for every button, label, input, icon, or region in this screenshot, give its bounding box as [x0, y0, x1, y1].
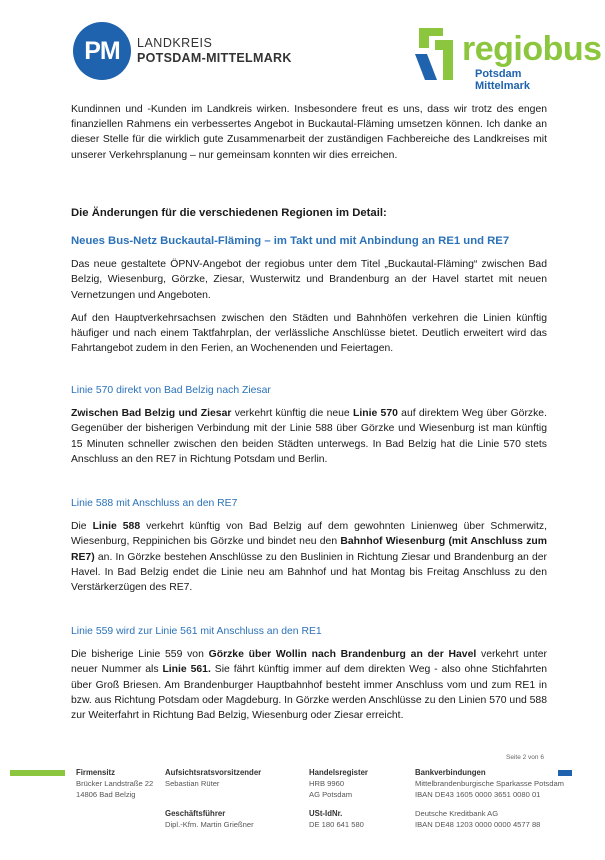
line-559-bold-1: Görzke über Wollin nach Brandenburg an der Havel [208, 649, 477, 661]
footer-ust-value: DE 180 641 580 [309, 819, 364, 829]
footer-geschaeftsfuehrer [165, 809, 254, 831]
net-section [71, 234, 547, 356]
intro-paragraph-block [71, 102, 547, 163]
line-559-bold-2: Linie 561. [162, 664, 211, 676]
footer-gf-name: Dipl.-Kfm. Martin Grießner [165, 819, 254, 829]
footer-firmensitz-line1: Brücker Landstraße 22 [76, 778, 154, 788]
footer-ust-label: USt-IdNr. [309, 809, 343, 818]
net-paragraph-1: Das neue gestaltete ÖPNV-Angebot der regiobus unter dem Titel „Buckautal-Fläming“ zwischen Bad Belzig, Wiesenburg, Görzke, Ziesar, Wusterwitz und Brandenburg an der Havel startet mit neuen Vernetzungen und Angeboten. [71, 259, 547, 301]
section-heading: Die Änderungen für die verschiedenen Regionen im Detail: [71, 207, 387, 219]
footer-hr-line1: HRB 9960 [309, 778, 345, 788]
net-heading: Neues Bus-Netz Buckautal-Fläming – im Takt und mit Anbindung an RE1 und RE7 [71, 235, 510, 247]
line-570-text-2: auf direktem Weg über Görzke. Gegenüber der bisherigen Verbindung mit der Linie 588 über Görzke und Wiesenburg ist man künftig 15 Minuten schneller zwischen den beiden Städten unterwegs. In Bad Belzig hat die Linie 570 stets Anschluss an den RE7 in Richtung Potsdam und Berlin. [71, 408, 547, 465]
line-570-heading: Linie 570 direkt von Bad Belzig nach Ziesar [71, 385, 271, 396]
footer-aufsichtsrat-label: Aufsichtsratsvorsitzender [165, 768, 262, 777]
line-588-paragraph [71, 519, 547, 595]
line-588-bold-2: Bahnhof Wiesenburg (mit Anschluss zum RE7) [71, 536, 547, 563]
line-559-paragraph [71, 647, 547, 723]
footer-hr-line2: AG Potsdam [309, 789, 353, 799]
line-570-bold-1: Zwischen Bad Belzig und Ziesar [71, 408, 232, 420]
line-559-section [71, 624, 547, 723]
line-559-text-1: verkehrt unter neuer Nummer als [71, 649, 547, 676]
footer-firmensitz [76, 768, 153, 800]
pm-logo-line2: POTSDAM-MITTELMARK [137, 51, 292, 65]
section-heading-block [71, 206, 547, 221]
footer-aufsichtsrat-name: Sebastian Rüter [165, 778, 220, 788]
footer-handelsregister [309, 768, 368, 800]
footer-bank1-name: Mittelbrandenburgische Sparkasse Potsdam [415, 778, 565, 788]
regiobus-logo-icon [413, 26, 459, 82]
line-588-heading: Linie 588 mit Anschluss an den RE7 [71, 498, 238, 509]
footer-bank-label: Bankverbindungen [415, 768, 486, 777]
footer-aufsichtsrat [165, 768, 261, 790]
line-588-text-2: an. In Görzke bestehen Anschlüsse zu den Buslinien in Richtung Ziesar und Brandenburg an der Havel. In Bad Belzig endet die Linie neu am Bahnhof und hat Montag bis Freitag Anschluss zu den Verstärkerzügen des RE7. [71, 551, 547, 594]
footer-ust [309, 809, 364, 831]
footer-bank [415, 768, 564, 800]
line-588-text-0: Die [71, 521, 93, 533]
regiobus-logo-subtitle: Potsdam Mittelmark [475, 68, 531, 92]
line-559-text-2: Sie fährt künftig immer auf dem direkten Weg - also ohne Stichfahrten über Groß Briesen. Am Brandenburger Hauptbahnhof besteht immer Anschluss vom und zum RE1 in bzw. aus Richtung Potsdam oder Magdeburg. In Görzke werden Anschlüsse zu den Linien 570 und 588 zur Weiterfahrt in Richtung Bad Belzig, Wiesenburg oder Ziesar erreicht. [71, 664, 548, 722]
pm-logo-mark: PM [73, 22, 131, 80]
intro-paragraph: Kundinnen und -Kunden im Landkreis wirken. Insbesondere freut es uns, dass wir trotz des engen finanziellen Rahmens ein verbessertes Angebot in Buckautal-Fläming umsetzen können. Ich danke an dieser Stelle für die wirklich gute Zusammenarbeit der zuständigen Fachbereiche des Landkreises mit unserer Verkehrsplanung – nur gemeinsam konnten wir dies erreichen. [71, 104, 547, 161]
landkreis-logo [73, 22, 292, 80]
line-559-text-0: Die bisherige Linie 559 von [71, 649, 209, 661]
line-588-bold-1: Linie 588 [92, 521, 141, 533]
footer-bank2-name: Deutsche Kreditbank AG [415, 809, 499, 818]
pm-logo-line1: LANDKREIS [137, 36, 213, 50]
footer-bank2-iban: IBAN DE48 1203 0000 0000 4577 88 [415, 819, 541, 829]
regiobus-logo-name: regiobus [462, 30, 602, 68]
footer-bank1-iban: IBAN DE43 1605 0000 3651 0080 01 [415, 789, 541, 799]
footer-firmensitz-line2: 14806 Bad Belzig [76, 789, 136, 799]
footer-gf-label: Geschäftsführer [165, 809, 226, 818]
footer [0, 768, 605, 860]
line-570-text-1: verkehrt künftig die neue [231, 408, 353, 420]
pm-logo-text [137, 36, 292, 66]
footer-green-bar [10, 770, 65, 776]
line-588-text-1: verkehrt künftig von Bad Belzig auf dem gewohnten Linienweg über Schmerwitz, Wiesenburg, Reppinichen bis Görzke und bindet neu den [71, 521, 547, 548]
footer-hr-label: Handelsregister [309, 768, 368, 777]
page-number: Seite 2 von 6 [506, 754, 544, 761]
footer-bank2 [415, 809, 540, 831]
line-588-section [71, 496, 547, 595]
footer-firmensitz-label: Firmensitz [76, 768, 115, 777]
line-559-heading: Linie 559 wird zur Linie 561 mit Anschluss an den RE1 [71, 626, 322, 637]
line-570-section [71, 383, 547, 467]
regiobus-logo [413, 26, 602, 92]
net-paragraph-2: Auf den Hauptverkehrsachsen zwischen den Städten und Bahnhöfen verkehren die Linien künftig häufiger und nach einem Taktfahrplan, der verlässliche Anschlüsse bietet. Deutlich erweitert wird das Fahrtangebot zudem in den Ferien, an Wochenenden und Feiertagen. [71, 312, 547, 355]
line-570-bold-2: Linie 570 [353, 408, 398, 420]
line-570-paragraph [71, 406, 547, 467]
